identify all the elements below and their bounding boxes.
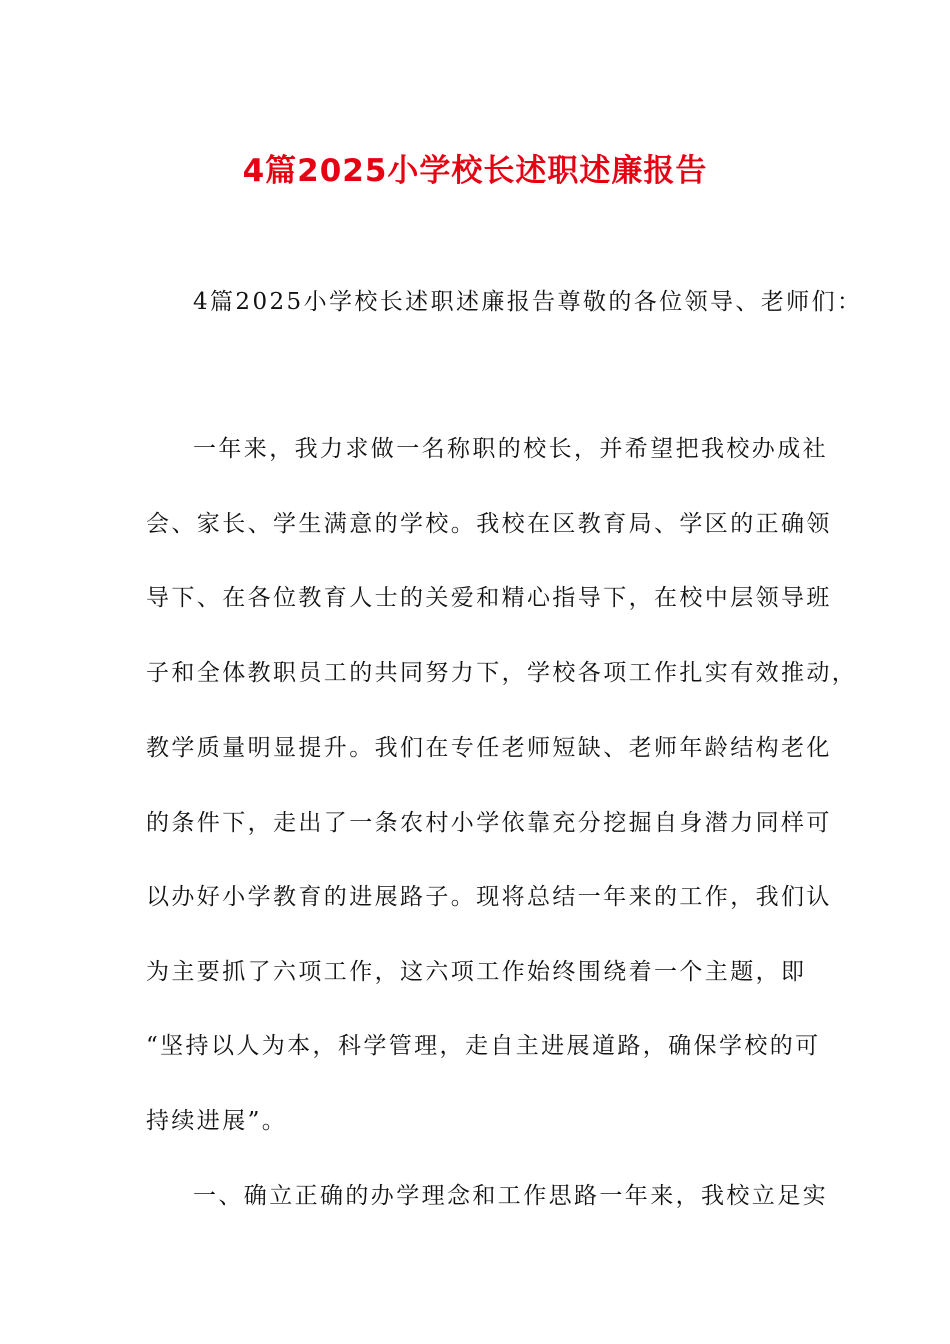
- paragraph-line: 会、家长、学生满意的学校。我校在区教育局、学区的正确领: [146, 511, 832, 537]
- paragraph-line: 子和全体教职员工的共同努力下，学校各项工作扎实有效推动，: [146, 660, 858, 686]
- paragraph-line: 为主要抓了六项工作，这六项工作始终围绕着一个主题，即: [146, 959, 807, 985]
- paragraph-line: 教学质量明显提升。我们在专任老师短缺、老师年龄结构老化: [146, 735, 832, 761]
- document-title: 4篇2025小学校长述职述廉报告: [242, 153, 708, 189]
- paragraph-line: 持续进展”。: [146, 1108, 288, 1134]
- paragraph-line: 的条件下，走出了一条农村小学依靠充分挖掘自身潜力同样可: [146, 810, 832, 836]
- paragraph-line: 4篇2025小学校长述职述廉报告尊敬的各位领导、老师们：: [193, 289, 863, 315]
- paragraph-line: “坚持以人为本，科学管理，走自主进展道路，确保学校的可: [146, 1033, 821, 1059]
- paragraph-line: 一、确立正确的办学理念和工作思路一年来，我校立足实: [193, 1183, 828, 1209]
- paragraph-line: 以办好小学教育的进展路子。现将总结一年来的工作，我们认: [146, 884, 832, 910]
- paragraph-line: 导下、在各位教育人士的关爱和精心指导下，在校中层领导班: [146, 585, 832, 611]
- paragraph-line: 一年来，我力求做一名称职的校长，并希望把我校办成社: [193, 436, 828, 462]
